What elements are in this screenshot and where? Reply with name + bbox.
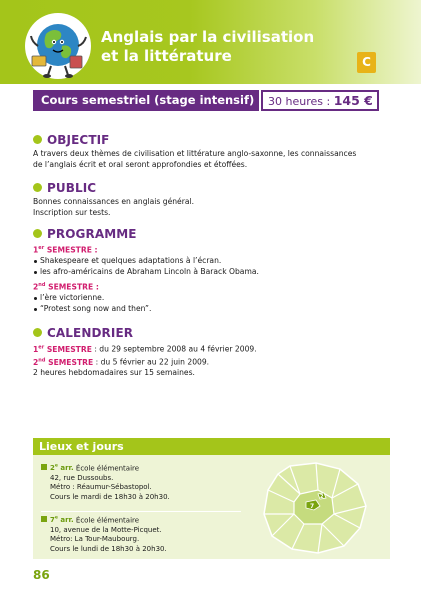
title-line-1: Anglais par la civilisation — [101, 28, 315, 46]
locations-title: Lieux et jours — [33, 438, 390, 455]
bullet-dot-icon — [33, 229, 42, 238]
location-schedule: Cours le lundi de 18h30 à 20h30. — [50, 544, 167, 553]
paris-arrondissements-map — [260, 460, 370, 556]
location-metro: Métro : Réaumur-Sébastopol. — [50, 483, 152, 492]
category-badge: C — [357, 52, 376, 73]
bullet-dot-icon — [33, 135, 42, 144]
course-price-box — [261, 90, 379, 111]
course-price: 145 € — [333, 93, 373, 108]
calendar-note: 2 heures hebdomadaires sur 15 semaines. — [33, 368, 195, 378]
section-title: PROGRAMME — [47, 226, 137, 241]
list-item: les afro-américains de Abraham Lincoln à Barack Obama. — [33, 267, 393, 278]
location-item: 2e arr. École élémentaire 42, rue Dussoubs. Métro : Réaumur-Sébastopol. Cours le mardi de 18h30 à 20h30. — [41, 462, 241, 502]
divider — [41, 511, 241, 512]
section-title: OBJECTIF — [47, 132, 110, 147]
section-objectif — [33, 132, 393, 170]
list-item: Shakespeare et quelques adaptations à l’écran. — [33, 256, 393, 267]
public-line-1: Bonnes connaissances en anglais général. — [33, 197, 195, 206]
location-schedule: Cours le mardi de 18h30 à 20h30. — [50, 492, 170, 501]
list-item: “Protest song now and then”. — [33, 304, 393, 315]
bullet-dot-icon — [33, 328, 42, 337]
section-calendrier — [33, 325, 393, 379]
objectif-line-2: de l’anglais écrit et oral seront approfondies et étoffées. — [33, 159, 248, 169]
location-metro: Métro: La Tour-Maubourg. — [50, 535, 140, 544]
square-bullet-icon — [41, 464, 47, 470]
square-bullet-icon — [41, 516, 47, 522]
list-item: l’ère victorienne. — [33, 293, 393, 304]
location-item: 7e arr. École élémentaire 10, avenue de la Motte-Picquet. Métro: La Tour-Maubourg. Cours le lundi de 18h30 à 20h30. — [41, 514, 241, 554]
page-number: 86 — [33, 568, 50, 582]
location-address: 42, rue Dussoubs. — [50, 473, 114, 482]
calendar-semester-1: 1er SEMESTRE : du 29 septembre 2008 au 4 février 2009. — [33, 344, 257, 354]
map-label-2: 2 — [320, 494, 324, 500]
section-programme — [33, 226, 393, 315]
semester-2-heading: 2nd SEMESTRE : — [33, 282, 99, 292]
section-title: PUBLIC — [47, 180, 97, 195]
calendar-semester-2: 2nd SEMESTRE : du 5 février au 22 juin 2009. — [33, 357, 210, 367]
title-line-2: et la littérature — [101, 47, 232, 65]
map-label-7: 7 — [310, 503, 315, 510]
page-title — [101, 28, 331, 66]
location-address: 10, avenue de la Motte-Picquet. — [50, 525, 162, 534]
section-public — [33, 180, 393, 218]
public-line-2: Inscription sur tests. — [33, 207, 111, 217]
page-header — [0, 0, 421, 84]
objectif-line-1: A travers deux thèmes de civilisation et littérature anglo-saxonne, les connaissances — [33, 149, 357, 158]
globe-mascot-icon — [24, 12, 92, 80]
course-hours: 30 heures : — [268, 95, 331, 108]
bullet-dot-icon — [33, 183, 42, 192]
section-title: CALENDRIER — [47, 325, 134, 340]
course-info-bar — [33, 90, 379, 111]
locations-box — [33, 438, 390, 559]
semester-1-heading: 1er SEMESTRE : — [33, 245, 98, 255]
course-type: Cours semestriel (stage intensif) — [33, 90, 259, 111]
